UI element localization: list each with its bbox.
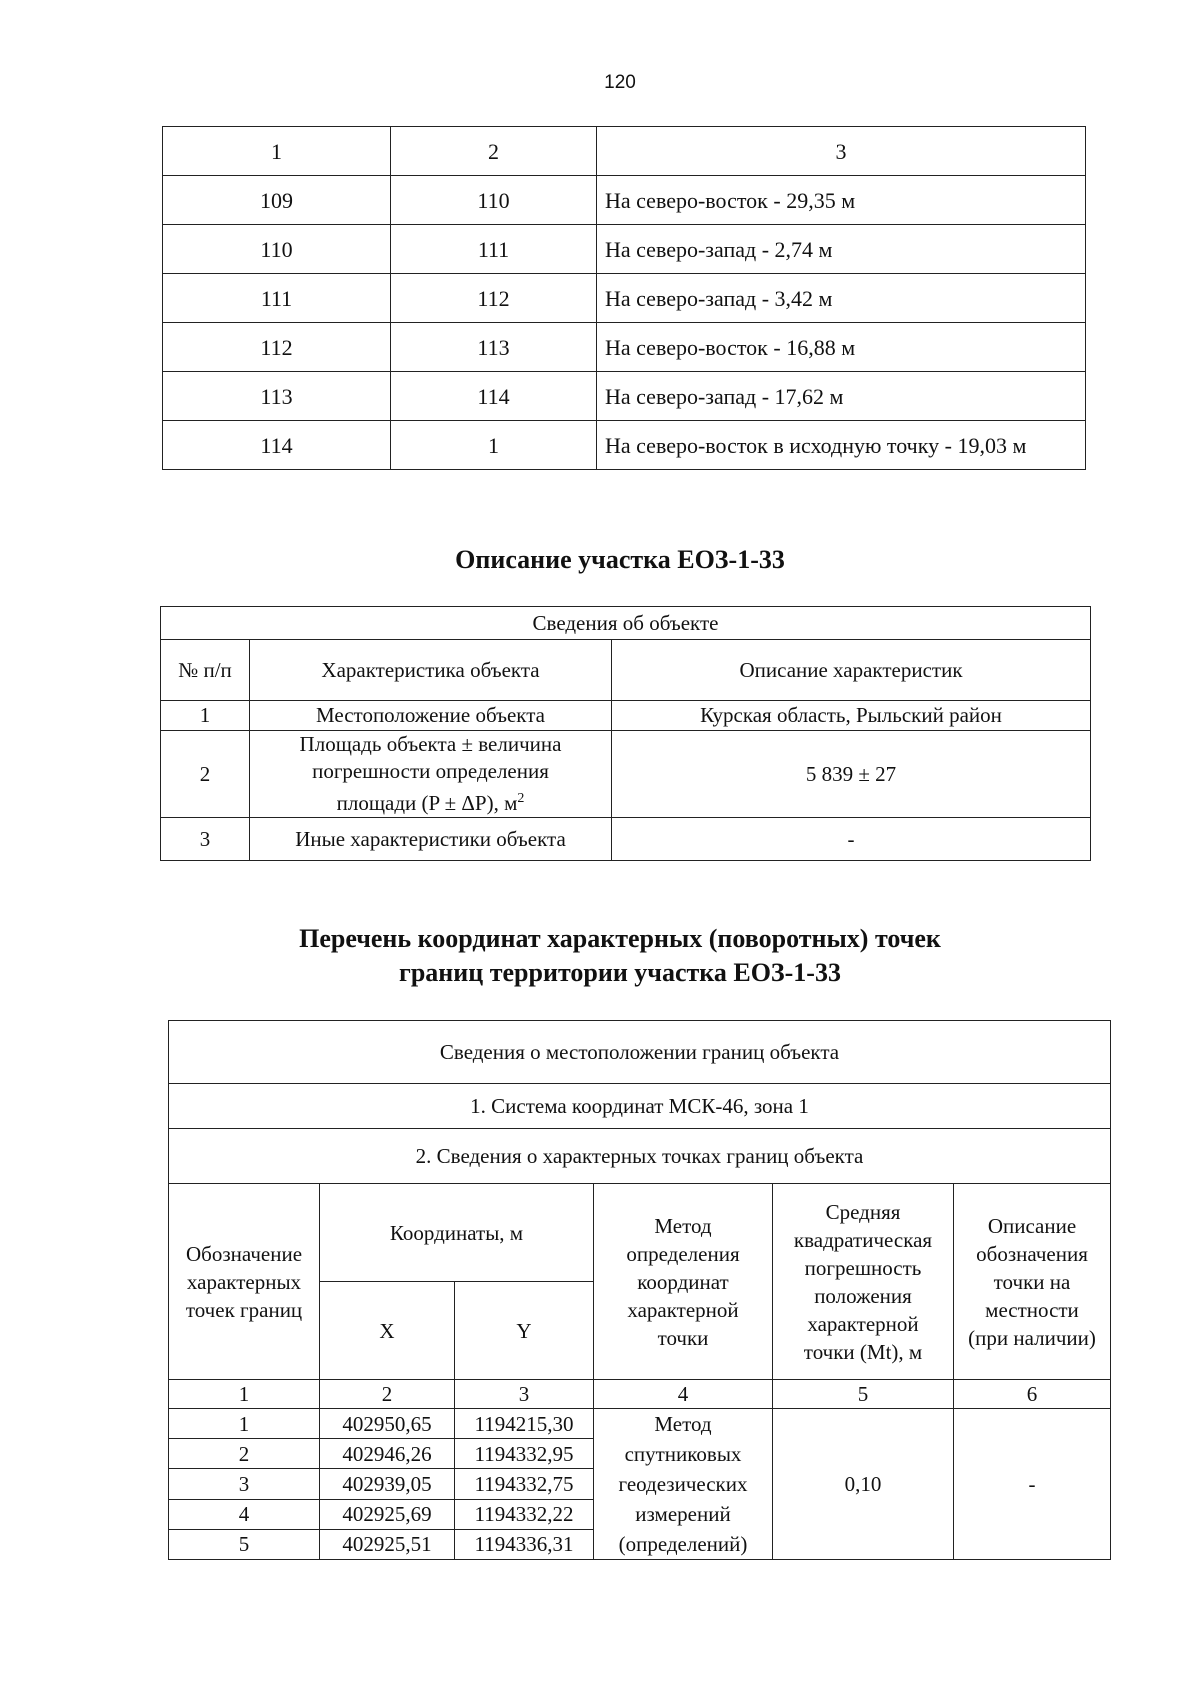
column-number: 2 bbox=[391, 127, 597, 176]
table-row bbox=[163, 421, 1086, 470]
from-point: 112 bbox=[163, 323, 391, 372]
table-row bbox=[163, 323, 1086, 372]
header-line: точки на bbox=[993, 1269, 1071, 1294]
characteristic-value: 5 839 ± 27 bbox=[612, 731, 1091, 818]
column-number: 1 bbox=[163, 127, 391, 176]
name-line bbox=[254, 785, 607, 817]
point-id: 3 bbox=[169, 1469, 320, 1499]
value-line: измерений bbox=[635, 1502, 731, 1526]
y-header: Y bbox=[455, 1282, 594, 1380]
header-line: Метод bbox=[654, 1213, 712, 1238]
name-line: погрешности определения bbox=[312, 759, 549, 783]
row-number: 3 bbox=[161, 818, 250, 861]
header-line: характерных bbox=[186, 1269, 302, 1294]
characteristic-name: Местоположение объекта bbox=[250, 701, 612, 731]
description-value: - bbox=[954, 1409, 1111, 1560]
characteristic-name bbox=[250, 731, 612, 818]
header-line: характерной bbox=[627, 1297, 739, 1322]
point-x: 402950,65 bbox=[320, 1409, 455, 1439]
header-line: Средняя bbox=[825, 1199, 901, 1224]
boundary-directions-table bbox=[162, 126, 1086, 470]
point-y: 1194215,30 bbox=[455, 1409, 594, 1439]
header-line: точек границ bbox=[185, 1297, 303, 1322]
header-line: обозначения bbox=[976, 1241, 1088, 1266]
error-header bbox=[773, 1184, 954, 1380]
point-x: 402925,51 bbox=[320, 1529, 455, 1559]
column-header: № п/п bbox=[161, 640, 250, 701]
header-line: Описание bbox=[987, 1213, 1077, 1238]
table-row bbox=[161, 701, 1091, 731]
page-number: 120 bbox=[604, 72, 636, 93]
section-title: Описание участка ЕОЗ-1-33 bbox=[455, 545, 785, 574]
table-caption: Сведения о местоположении границ объекта bbox=[169, 1021, 1111, 1084]
table-row bbox=[161, 818, 1091, 861]
from-point: 111 bbox=[163, 274, 391, 323]
table-header-row bbox=[161, 640, 1091, 701]
description-header bbox=[954, 1184, 1111, 1380]
column-number: 3 bbox=[455, 1380, 594, 1409]
superscript: 2 bbox=[517, 791, 525, 806]
table-row bbox=[163, 225, 1086, 274]
direction-description: На северо-восток - 16,88 м bbox=[597, 323, 1086, 372]
point-x: 402939,05 bbox=[320, 1469, 455, 1499]
header-line: точки (Mt), м bbox=[803, 1339, 923, 1364]
point-id: 2 bbox=[169, 1439, 320, 1469]
header-line: (при наличии) bbox=[968, 1325, 1096, 1350]
point-id: 1 bbox=[169, 1409, 320, 1439]
header-line: положения bbox=[814, 1283, 912, 1308]
column-header: Описание характеристик bbox=[612, 640, 1091, 701]
to-point: 111 bbox=[391, 225, 597, 274]
coordinates-table bbox=[168, 1020, 1111, 1560]
points-caption: 2. Сведения о характерных точках границ объекта bbox=[169, 1129, 1111, 1184]
value-line: Метод bbox=[654, 1412, 712, 1436]
from-point: 113 bbox=[163, 372, 391, 421]
point-y: 1194332,75 bbox=[455, 1469, 594, 1499]
direction-description: На северо-запад - 17,62 м bbox=[597, 372, 1086, 421]
table-header-row bbox=[169, 1184, 1111, 1282]
from-point: 114 bbox=[163, 421, 391, 470]
direction-description: На северо-восток в исходную точку - 19,03 м bbox=[597, 421, 1086, 470]
title-line: границ территории участка ЕОЗ-1-33 bbox=[399, 958, 841, 987]
object-info-table bbox=[160, 606, 1091, 861]
point-id: 4 bbox=[169, 1499, 320, 1529]
to-point: 113 bbox=[391, 323, 597, 372]
header-line: определения bbox=[626, 1241, 740, 1266]
characteristic-value: Курская область, Рыльский район bbox=[612, 701, 1091, 731]
coordinates-header: Координаты, м bbox=[320, 1184, 594, 1282]
from-point: 110 bbox=[163, 225, 391, 274]
column-number: 2 bbox=[320, 1380, 455, 1409]
characteristic-value: - bbox=[612, 818, 1091, 861]
table-row bbox=[163, 176, 1086, 225]
column-number: 1 bbox=[169, 1380, 320, 1409]
to-point: 1 bbox=[391, 421, 597, 470]
column-number: 4 bbox=[594, 1380, 773, 1409]
column-header: Характеристика объекта bbox=[250, 640, 612, 701]
characteristic-name: Иные характеристики объекта bbox=[250, 818, 612, 861]
point-y: 1194332,22 bbox=[455, 1499, 594, 1529]
coordinate-system: 1. Система координат МСК-46, зона 1 bbox=[169, 1084, 1111, 1129]
from-point: 109 bbox=[163, 176, 391, 225]
header-line: характерной bbox=[807, 1311, 919, 1336]
point-id: 5 bbox=[169, 1529, 320, 1559]
table-row bbox=[169, 1409, 1111, 1439]
header-line: погрешность bbox=[804, 1255, 922, 1280]
header-line: квадратическая bbox=[793, 1227, 933, 1252]
name-line: Площадь объекта ± величина bbox=[299, 732, 562, 756]
value-line: геодезических bbox=[618, 1472, 748, 1496]
header-line: местности bbox=[985, 1297, 1079, 1322]
title-line: Перечень координат характерных (поворотных) точек bbox=[299, 924, 941, 953]
to-point: 110 bbox=[391, 176, 597, 225]
method-value bbox=[594, 1409, 773, 1560]
value-line: (определений) bbox=[618, 1532, 748, 1556]
method-header bbox=[594, 1184, 773, 1380]
error-value: 0,10 bbox=[773, 1409, 954, 1560]
table-row bbox=[161, 731, 1091, 818]
column-numbers-row bbox=[169, 1380, 1111, 1409]
table-header-row bbox=[163, 127, 1086, 176]
header-line: координат bbox=[637, 1269, 729, 1294]
point-x: 402946,26 bbox=[320, 1439, 455, 1469]
direction-description: На северо-запад - 2,74 м bbox=[597, 225, 1086, 274]
table-row bbox=[163, 274, 1086, 323]
point-y: 1194336,31 bbox=[455, 1529, 594, 1559]
column-number: 5 bbox=[773, 1380, 954, 1409]
to-point: 112 bbox=[391, 274, 597, 323]
point-x: 402925,69 bbox=[320, 1499, 455, 1529]
x-header: X bbox=[320, 1282, 455, 1380]
header-line: точки bbox=[657, 1325, 709, 1350]
name-text: площади (P ± ΔP), м bbox=[336, 791, 518, 815]
row-number: 2 bbox=[161, 731, 250, 818]
value-line: спутниковых bbox=[624, 1442, 742, 1466]
direction-description: На северо-восток - 29,35 м bbox=[597, 176, 1086, 225]
to-point: 114 bbox=[391, 372, 597, 421]
header-line: Обозначение bbox=[185, 1241, 303, 1266]
table-row bbox=[163, 372, 1086, 421]
direction-description: На северо-запад - 3,42 м bbox=[597, 274, 1086, 323]
point-y: 1194332,95 bbox=[455, 1439, 594, 1469]
table-caption: Сведения об объекте bbox=[161, 607, 1091, 640]
designation-header bbox=[169, 1184, 320, 1380]
section-title bbox=[0, 922, 1200, 990]
column-number: 3 bbox=[597, 127, 1086, 176]
row-number: 1 bbox=[161, 701, 250, 731]
column-number: 6 bbox=[954, 1380, 1111, 1409]
